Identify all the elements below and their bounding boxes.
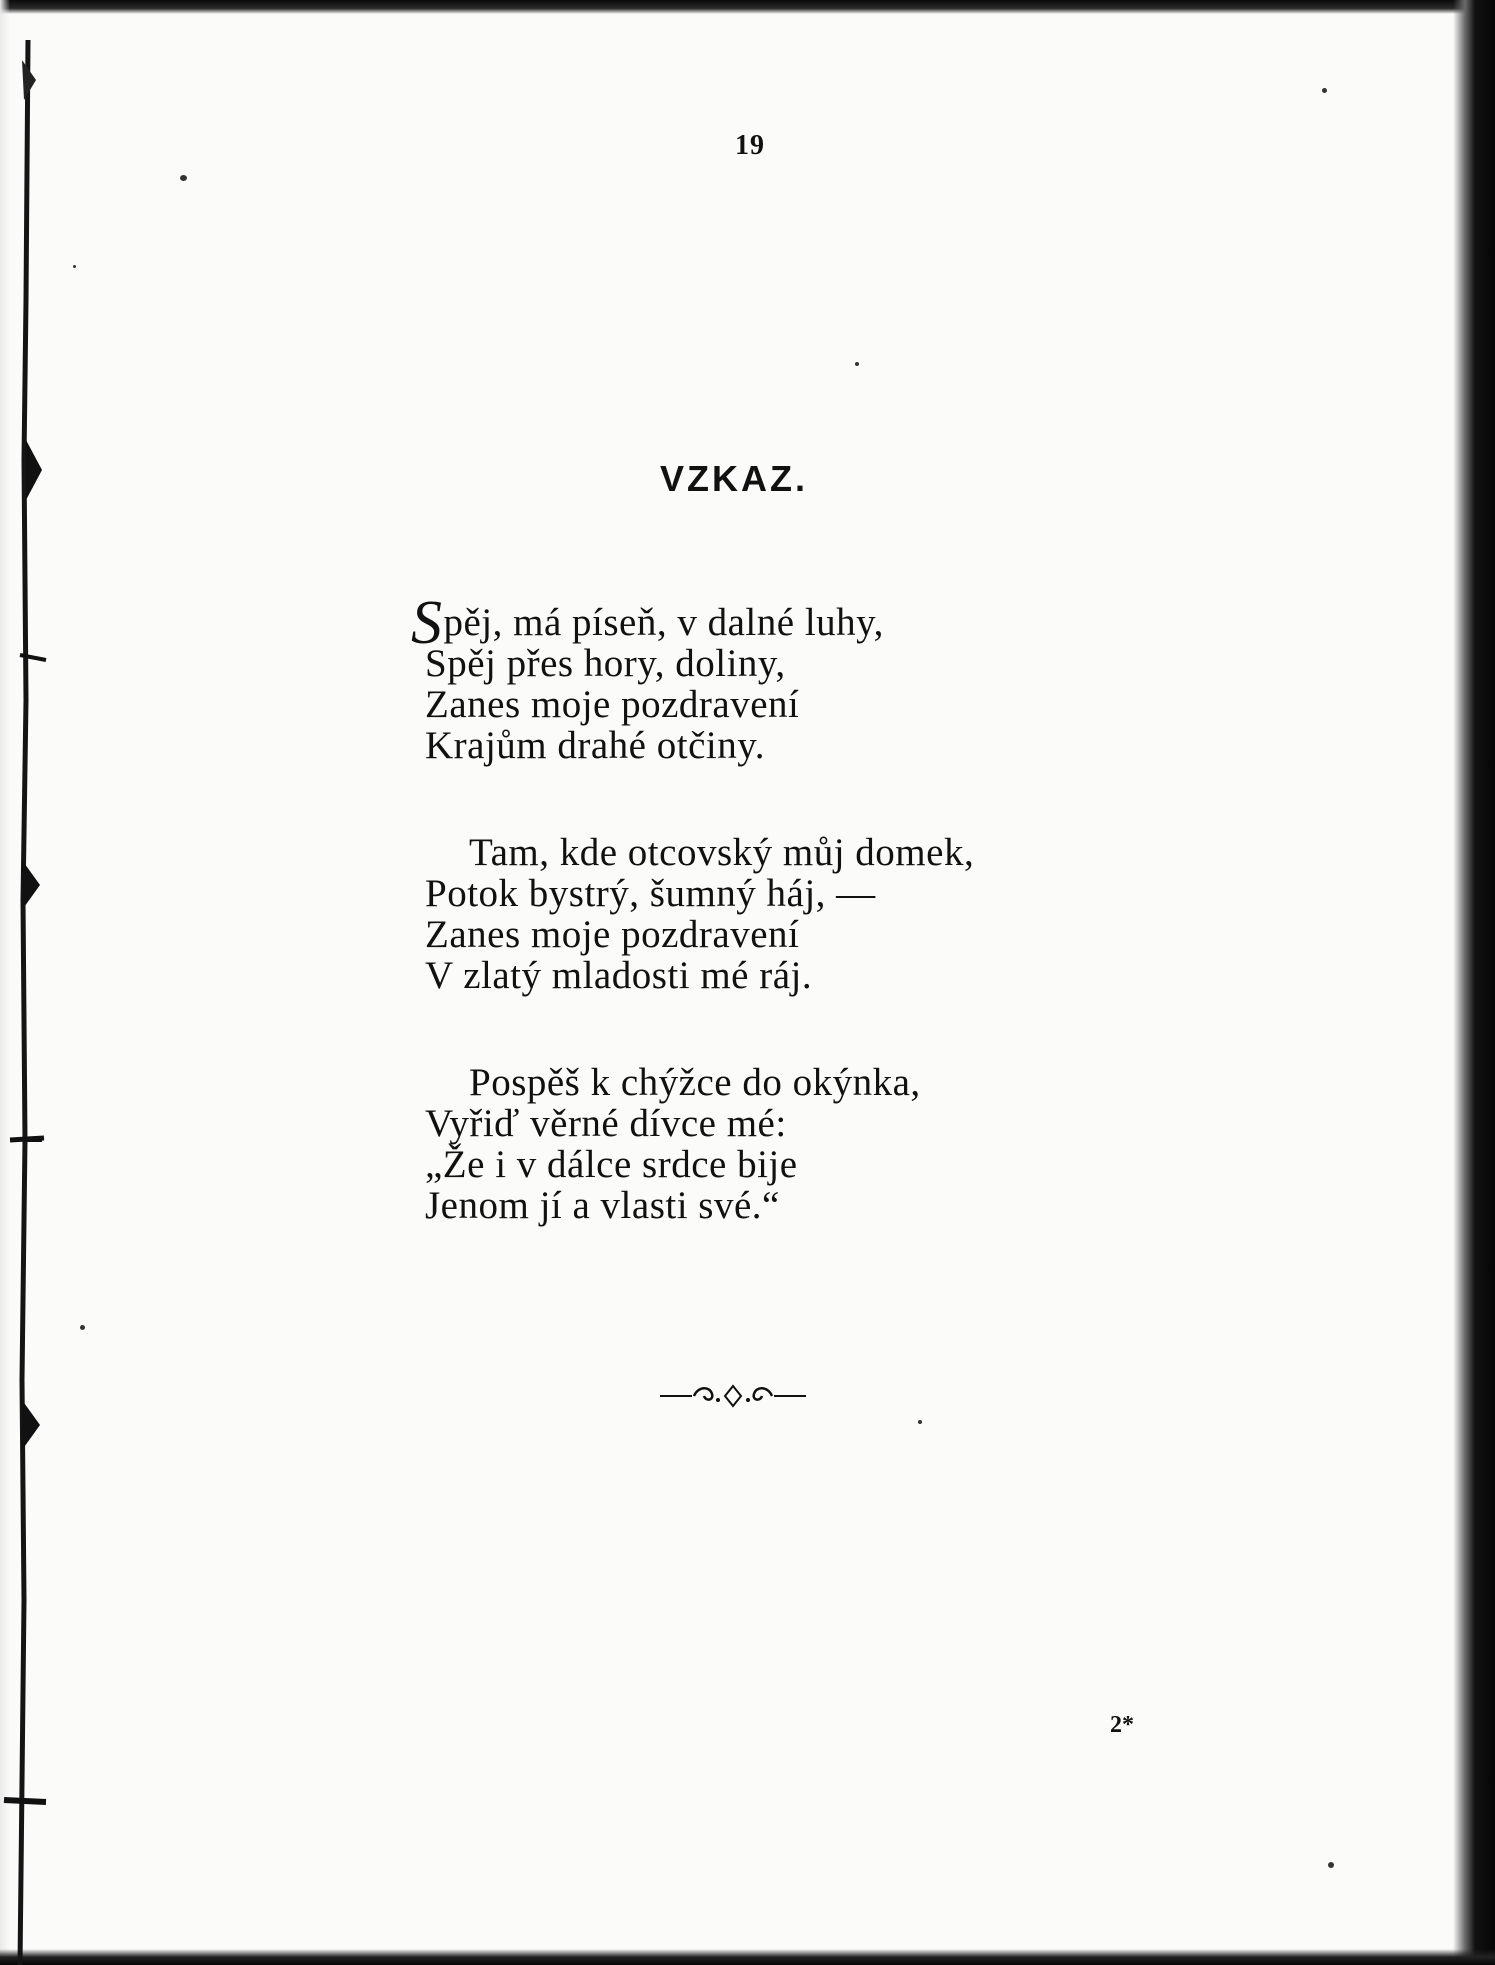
- dust-speck: [180, 175, 187, 181]
- poem-line: Potok bystrý, šumný háj, —: [425, 872, 876, 915]
- drop-cap: S: [411, 589, 443, 657]
- poem-line: Jenom jí a vlasti své.“: [425, 1184, 780, 1227]
- scan-edge-right: [1453, 0, 1495, 1965]
- scan-edge-bottom: [0, 1949, 1495, 1965]
- dust-speck: [855, 362, 859, 366]
- page-number: 19: [735, 130, 765, 161]
- dust-speck: [1322, 88, 1327, 93]
- poem-line: Zanes moje pozdravení: [425, 683, 800, 726]
- dust-speck: [918, 1420, 922, 1424]
- poem-body: [411, 589, 1105, 1292]
- ornament-divider-icon: [658, 1378, 808, 1412]
- poem-line: Krajům drahé otčiny.: [425, 724, 765, 767]
- signature-mark: 2*: [1110, 1712, 1134, 1738]
- poem-line: Spěj přes hory, doliny,: [425, 642, 786, 685]
- binding-thread: [0, 0, 60, 1965]
- dust-speck: [73, 265, 76, 268]
- poem-line: [411, 589, 1105, 657]
- stanza-1: [411, 589, 1105, 767]
- dust-speck: [80, 1325, 85, 1330]
- poem-line: „Že i v dálce srdce bije: [425, 1143, 798, 1186]
- stanza-3: [425, 1062, 1105, 1226]
- poem-line: V zlatý mladosti mé ráj.: [425, 954, 813, 997]
- poem-line: Vyřiď věrné dívce mé:: [425, 1102, 787, 1145]
- dust-speck: [1328, 1862, 1334, 1868]
- poem-line: Pospěš k chýžce do okýnka,: [469, 1061, 921, 1104]
- poem-line: Tam, kde otcovský můj domek,: [469, 831, 975, 874]
- poem-line-text: pěj, má píseň, v dalné luhy,: [443, 601, 884, 644]
- stanza-2: [425, 832, 1105, 996]
- poem-line: Zanes moje pozdravení: [425, 913, 800, 956]
- poem-title: VZKAZ.: [660, 458, 808, 499]
- scan-edge-top: [0, 0, 1495, 14]
